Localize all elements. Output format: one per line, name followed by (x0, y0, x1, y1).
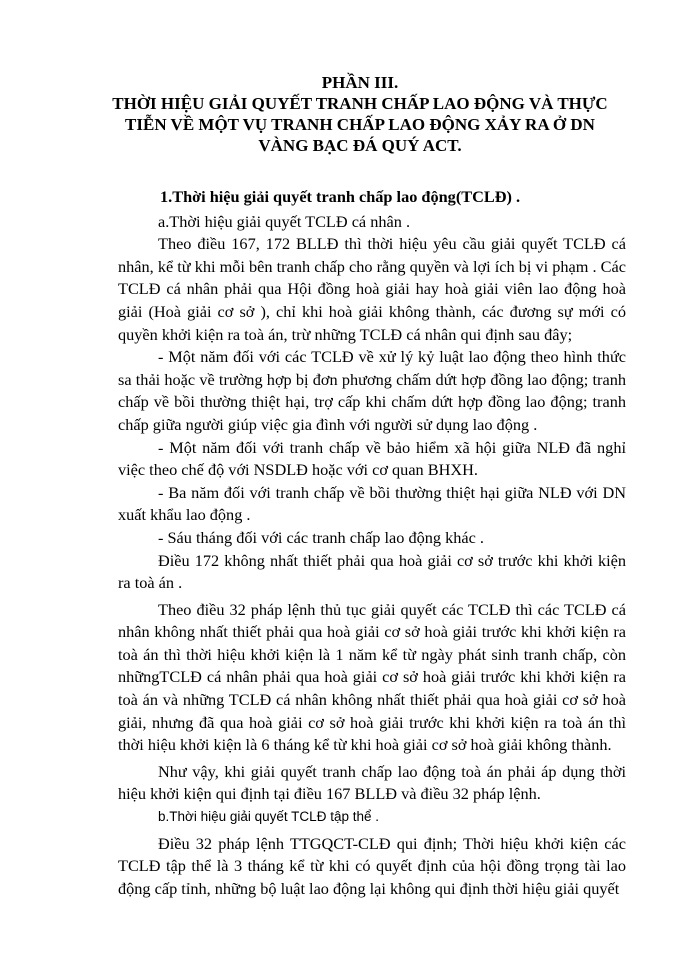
bullet-4: - Sáu tháng đối với các tranh chấp lao động khác . (158, 527, 484, 547)
paragraph-1: Theo điều 167, 172 BLLĐ thì thời hiệu yêu cầu giải quyết TCLĐ cá nhân, kể từ khi mỗi bên tranh chấp cho rằng quyền và lợi ích bị vi phạm . Các TCLĐ cá nhân phải qua Hội đồng hoà giải hay hoà giải viên lao động hoà giải (Hoà giải cơ sở ), chỉ khi hoà giải không thành, các đương sự mới có quyền khởi kiện ra toà án, trừ những TCLĐ cá nhân qui định sau đây; (118, 234, 626, 344)
paragraph-2: Điều 172 không nhất thiết phải qua hoà giải cơ sở trước khi khởi kiện ra toà án . (118, 550, 626, 593)
paragraph-4: Như vậy, khi giải quyết tranh chấp lao động toà án phải áp dụng thời hiệu khởi kiện qui định tại điều 167 BLLĐ và điều 32 pháp lệnh. (118, 761, 626, 804)
part-title: PHẦN III. (321, 73, 399, 92)
bullet-3: - Ba năm đối với tranh chấp về bồi thường thiệt hại giữa NLĐ với DN xuất khẩu lao động . (118, 482, 626, 525)
document-body (118, 186, 626, 900)
bullet-1: - Một năm đối với các TCLĐ về xử lý kỷ luật lao động theo hình thức sa thải hoặc về trường hợp bị đơn phương chấm dứt hợp đồng lao động; tranh chấp về bồi thường thiệt hại, trợ cấp khi chấm dứt hợp đồng lao động; tranh chấp giữa người giúp việc gia đình với người sử dụng lao động . (118, 347, 626, 434)
title-block (96, 72, 624, 156)
title-line-3: VÀNG BẠC ĐÁ QUÝ ACT. (258, 136, 462, 155)
title-line-2: TIỄN VỀ MỘT VỤ TRANH CHẤP LAO ĐỘNG XẢY RA Ở DN (125, 115, 595, 134)
subheading-a: a.Thời hiệu giải quyết TCLĐ cá nhân . (158, 211, 411, 231)
title-line-1: THỜI HIỆU GIẢI QUYẾT TRANH CHẤP LAO ĐỘNG VÀ THỰC (112, 94, 608, 113)
section-heading: 1.Thời hiệu giải quyết tranh chấp lao động(TCLĐ) . (160, 187, 521, 206)
subheading-b: b.Thời hiệu giải quyết TCLĐ tập thể . (158, 809, 379, 825)
paragraph-3: Theo điều 32 pháp lệnh thủ tục giải quyết các TCLĐ thì các TCLĐ cá nhân không nhất thiết phải qua hoà giải cơ sở hoà giải trước khi khởi kiện ra toà án thì thời hiệu khởi kiện là 1 năm kể từ ngày phát sinh tranh chấp, còn nhữngTCLĐ cá nhân phải qua hoà giải cơ sở hoà giải trước khi khởi kiện ra toà án và những TCLĐ cá nhân không nhất thiết phải qua hoà giải cơ sở hoà giải, nhưng đã qua hoà giải cơ sở hoà giải trước khi khởi kiện ra toà án thì thời hiệu khởi kiện là 6 tháng kể từ khi hoà giải cơ sở hoà giải không thành. (118, 599, 626, 755)
bullet-2: - Một năm đối với tranh chấp về bảo hiểm xã hội giữa NLĐ đã nghỉ việc theo chế độ với NSDLĐ hoặc với cơ quan BHXH. (118, 437, 626, 480)
paragraph-5: Điều 32 pháp lệnh TTGQCT-CLĐ qui định; Thời hiệu khởi kiện các TCLĐ tập thể là 3 tháng kể từ khi có quyết định của hội đồng trọng tài lao động cấp tỉnh, những bộ luật lao động lại không qui định thời hiệu giải quyết (118, 833, 626, 898)
